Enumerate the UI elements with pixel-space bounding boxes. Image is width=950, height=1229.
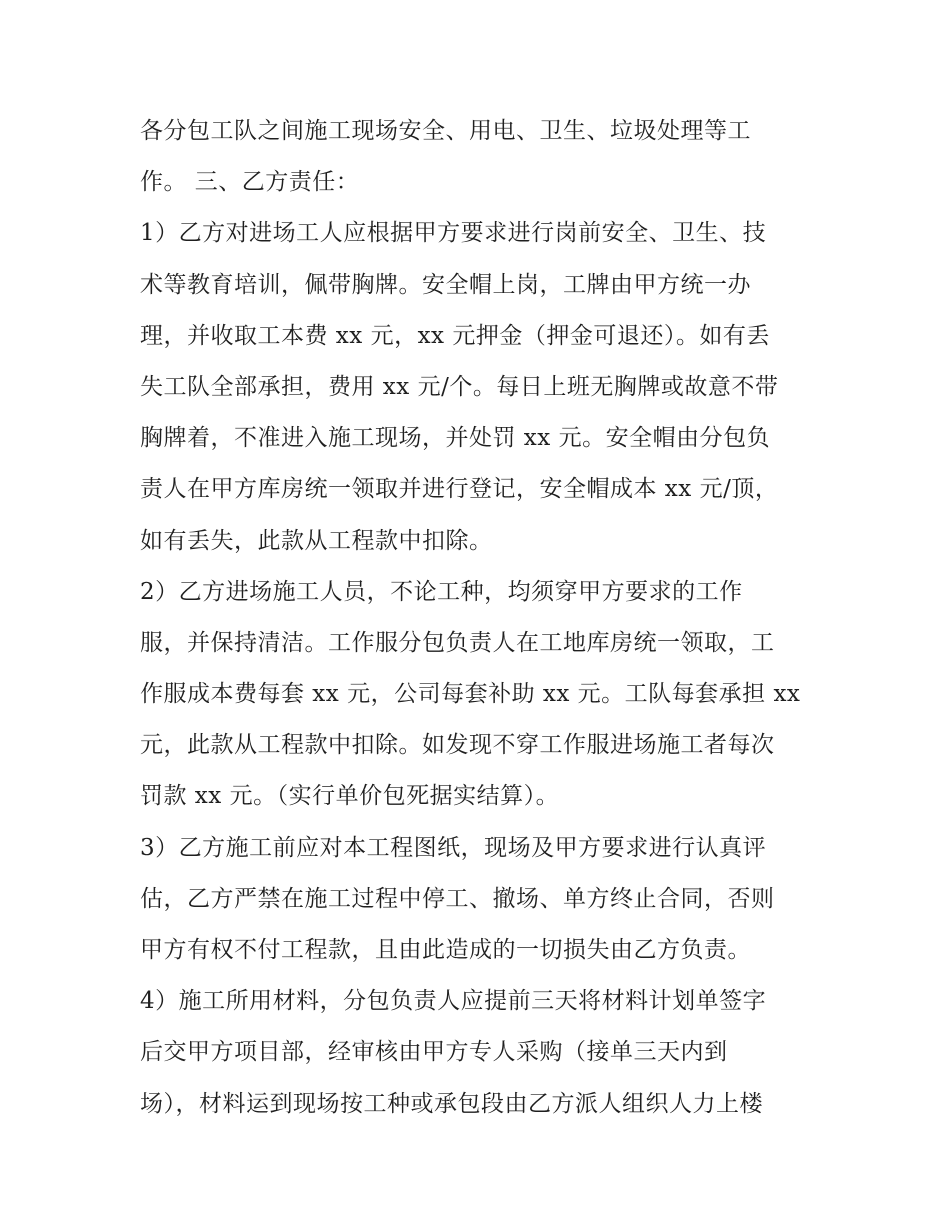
text-line: 理，并收取工本费 xx 元，xx 元押金（押金可退还）。如有丢 bbox=[140, 322, 770, 349]
body-text bbox=[140, 106, 840, 1130]
text-line: 1）乙方对进场工人应根据甲方要求进行岗前安全、卫生、技 bbox=[140, 220, 767, 247]
text-line: 估，乙方严禁在施工过程中停工、撤场、单方终止合同，否则 bbox=[140, 885, 775, 912]
text-line: 3）乙方施工前应对本工程图纸，现场及甲方要求进行认真评 bbox=[140, 834, 767, 861]
text-line: 服，并保持清洁。工作服分包负责人在工地库房统一领取，工 bbox=[140, 629, 775, 656]
text-line: 失工队全部承担，费用 xx 元/个。每日上班无胸牌或故意不带 bbox=[140, 373, 779, 400]
text-line: 各分包工队之间施工现场安全、用电、卫生、垃圾处理等工 bbox=[140, 118, 751, 144]
text-line: 罚款 xx 元。（实行单价包死据实结算）。 bbox=[140, 783, 560, 810]
text-line: 作服成本费每套 xx 元，公司每套补助 xx 元。工队每套承担 xx bbox=[140, 681, 801, 708]
text-line: 场），材料运到现场按工种或承包段由乙方派人组织人力上楼 bbox=[140, 1090, 763, 1117]
text-line: 4）施工所用材料，分包负责人应提前三天将材料计划单签字 bbox=[140, 988, 767, 1015]
text-line: 元，此款从工程款中扣除。如发现不穿工作服进场施工者每次 bbox=[140, 732, 775, 759]
text-line: 责人在甲方库房统一领取并进行登记，安全帽成本 xx 元/顶， bbox=[140, 476, 779, 503]
text-line: 术等教育培训，佩带胸牌。安全帽上岗，工牌由甲方统一办 bbox=[140, 271, 751, 298]
text-line: 作。 三、乙方责任： bbox=[140, 169, 360, 196]
text-line: 胸牌着，不准进入施工现场，并处罚 xx 元。安全帽由分包负 bbox=[140, 425, 771, 452]
text-line: 2）乙方进场施工人员，不论工种，均须穿甲方要求的工作 bbox=[140, 578, 743, 605]
text-line: 如有丢失，此款从工程款中扣除。 bbox=[140, 527, 493, 554]
text-line: 后交甲方项目部，经审核由甲方专人采购（接单三天内到 bbox=[140, 1039, 728, 1066]
text-line: 甲方有权不付工程款，且由此造成的一切损失由乙方负责。 bbox=[140, 937, 751, 963]
